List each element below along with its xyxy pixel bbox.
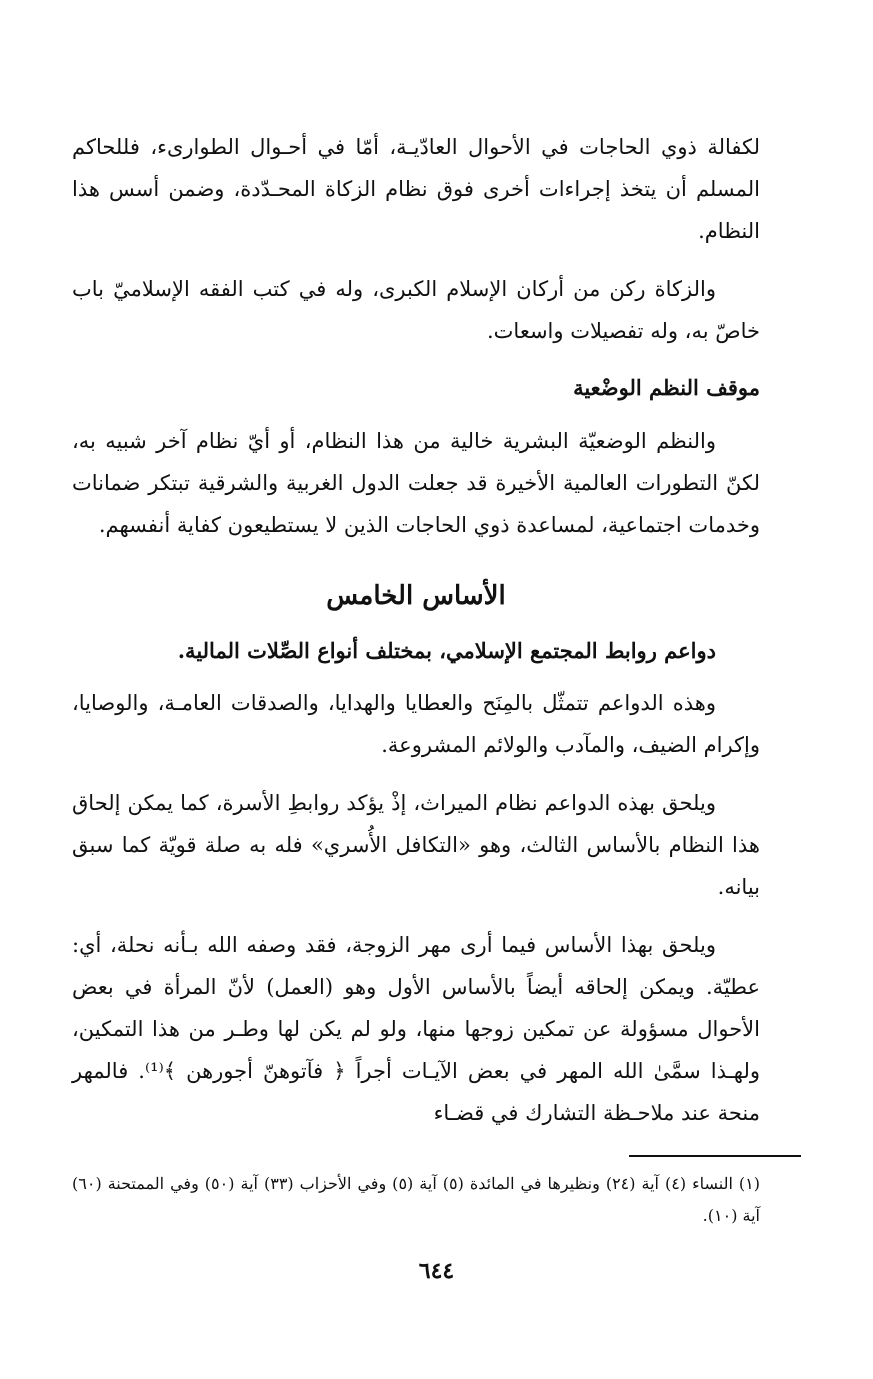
paragraph-supports: وهذه الدواعم تتمثّل بالمِنَح والعطايا والهدايا، والصدقات العامـة، والوصايا، وإكرام الضيف، والمآدب والولائم المشروعة. [72, 691, 760, 757]
section-subtitle: دواعم روابط المجتمع الإسلامي، بمختلف أنواع الصِّلات المالية. [177, 638, 716, 663]
paragraph-positive-systems: والنظم الوضعيّة البشرية خالية من هذا النظام، أو أيّ نظام آخر شبيه به، لكنّ التطورات العالمية الأخيرة قد جعلت الدول الغربية والشرقية تبتكر ضمانات وخدمات اجتماعية، لمساعدة ذوي الحاجات الذين لا يستطيعون كفاية أنفسهم. [72, 429, 760, 537]
footnote-divider [629, 1155, 801, 1157]
paragraph-dowry: ويلحق بهذا الأساس فيما أرى مهر الزوجة، فقد وصفه الله بـأنه نحلة، أي: عطيّة. ويمكن إلحاقه أيضاً بالأساس الأول وهو (العمل) لأنّ المرأة في بعض الأحوال مسؤولة عن تمكين زوجها منها، ولو لم يكن لها وطـر من هذا التمكين، ولهـذا سمَّىٰ الله المهر في بعض الآيـات أجراً ﴿ فآتوهنّ أجورهن ﴾⁽¹⁾. فالمهر منحة عند ملاحـظة التشارك في قضـاء [72, 933, 760, 1125]
footnotes [72, 1168, 760, 1232]
paragraph-inheritance: ويلحق بهذه الدواعم نظام الميراث، إذْ يؤكد روابطِ الأسرة، كما يمكن إلحاق هذا النظام بالأساس الثالث، وهو «التكافل الأُسري» فله به صلة قويّة كما سبق بيانه. [72, 791, 760, 899]
paragraph-zakat-intro: لكفالة ذوي الحاجات في الأحوال العادّيـة، أمّا في أحـوال الطوارىء، فللحاكم المسلم أن يتخذ إجراءات أخرى فوق نظام الزكاة المحـدّدة، وضمن أسس هذا النظام. [72, 135, 760, 243]
page-body [72, 126, 760, 1150]
footnote-1: (١) النساء (٤) آية (٢٤) ونظيرها في المائدة (٥) آية (٥) وفي الأحزاب (٣٣) آية (٥٠) وفي الممتحنة (٦٠) آية (١٠). [72, 1174, 761, 1225]
heading-positive-systems: موقف النظم الوضْعية [573, 375, 760, 400]
paragraph-zakat-pillar: والزكاة ركن من أركان الإسلام الكبرى، وله في كتب الفقه الإسلاميّ باب خاصّ به، وله تفصيلات واسعات. [72, 277, 760, 343]
section-title: الأساس الخامس [326, 581, 506, 611]
page-number: ٦٤٤ [418, 1258, 455, 1284]
